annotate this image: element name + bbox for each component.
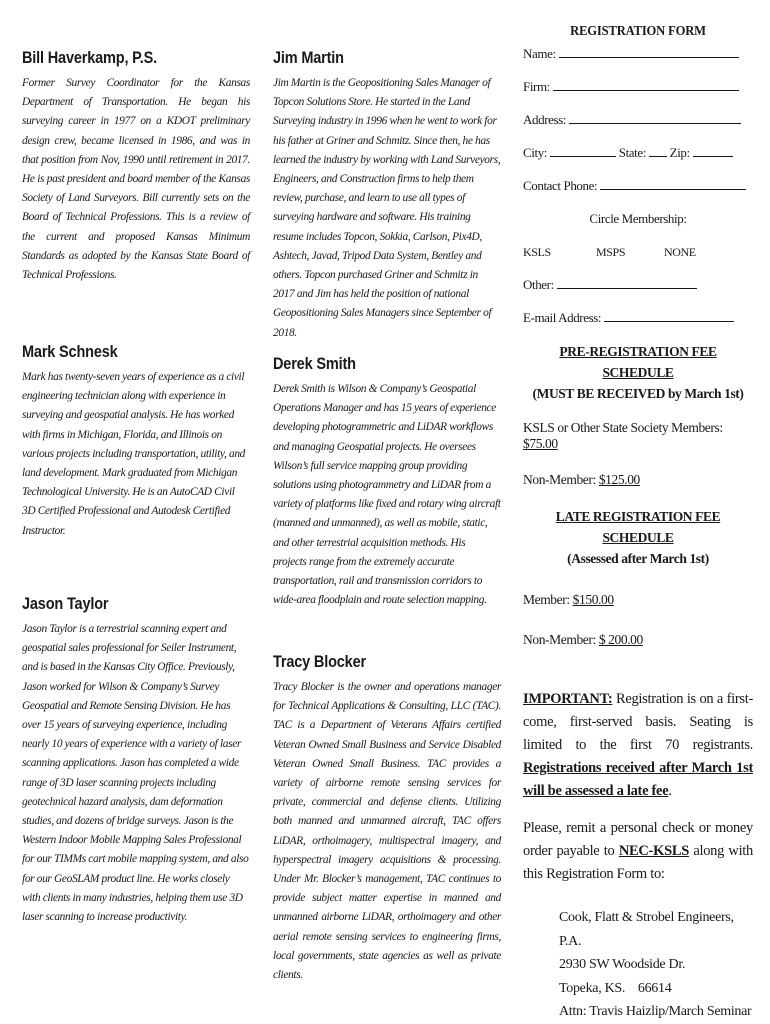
important-label: IMPORTANT: bbox=[523, 691, 613, 707]
bio-text: Former Survey Coordinator for the Kansas Department of Transportation. He began his surveying career in 1977 on a KDOT preliminary design crew, became licensed in 1986, and was in that position from Nov, 1990 until retirement in 2017. He is past president and board member of the Kansas Society of Land Surveyors. Bill currently sets on the Board of Technical Professions. This is a review of the current and proposed Kansas Minimum Standards as adopted by the Kansas State Board of Technical Professions. bbox=[22, 77, 250, 282]
other-field[interactable]: Other: bbox=[523, 275, 753, 308]
late-nonmember-fee: $ 200.00 bbox=[598, 632, 643, 647]
city-blank[interactable] bbox=[550, 143, 616, 157]
name-field[interactable]: Name: bbox=[523, 44, 753, 77]
zip-blank[interactable] bbox=[693, 143, 733, 157]
late-title: LATE REGISTRATION FEE SCHEDULE bbox=[555, 509, 721, 545]
bio-text: Jim Martin is the Geopositioning Sales Manager of Topcon Solutions Store. He started in the Land Surveying industry in 1996 when he went to work for his father at Griner and Schmitz. Since then, he has learned the industry by working with Land Surveyors, Engineers, and Construction firms to help them review, purchase, and learn to use all types of surveying hardware and software. His training resume includes Topcon, Sokkia, Carlson, Pix4D, Ashtech, Javad, Tripod Data System, Bentley and others. Topcon purchased Griner and Schmitz in 2017 and Jim has held the position of national Geopositioning Sales Managers since September of 2018. bbox=[273, 77, 501, 339]
form-title: REGISTRATION FORM bbox=[570, 24, 706, 39]
late-member-fee: $150.00 bbox=[572, 592, 614, 607]
payee: NEC-KSLS bbox=[618, 843, 689, 859]
address-blank[interactable] bbox=[569, 110, 741, 124]
registration-form bbox=[523, 24, 753, 1024]
other-blank[interactable] bbox=[557, 275, 697, 289]
late-subtitle: (Assessed after March 1st) bbox=[567, 551, 709, 566]
bio-derek bbox=[273, 355, 501, 610]
phone-blank[interactable] bbox=[600, 176, 746, 190]
bio-name: Derek Smith bbox=[273, 355, 356, 373]
prereg-subtitle: (MUST BE RECEIVED by March 1st) bbox=[532, 386, 744, 401]
bio-name: Jim Martin bbox=[273, 49, 344, 67]
prereg-member-fee: $75.00 bbox=[523, 436, 558, 451]
address-line: Attn: Travis Haizlip/March Seminar bbox=[559, 1004, 752, 1019]
remit-instructions: Please, remit a personal check or money order payable to NEC-KSLS along with this Registration Form to: bbox=[523, 820, 753, 882]
email-blank[interactable] bbox=[604, 308, 734, 322]
membership-option-none[interactable]: NONE bbox=[664, 245, 696, 259]
bio-name: Bill Haverkamp, P.S. bbox=[22, 49, 158, 67]
bio-name: Jason Taylor bbox=[22, 595, 109, 613]
address-line: Topeka, KS. 66614 bbox=[559, 980, 672, 996]
bio-bill bbox=[22, 49, 250, 285]
phone-field[interactable]: Contact Phone: bbox=[523, 176, 753, 209]
bio-text: Tracy Blocker is the owner and operations manager for Technical Applications & Consulting, LLC (TAC). TAC is a Department of Veterans Affairs certified Veteran Owned Small Business and Service Disabled Veteran Owned Small Business. TAC provides a variety of airborne remote sensing services for private, commercial and defense clients. Utilizing both manned and unmanned aircraft, TAC offers LiDAR, orthoimagery, multispectral imagery, and hyperspectral imagery acquisitions & processing. Under Mr. Blocker’s management, TAC continues to provide subject matter expertise in manned and unmanned airborne LiDAR, orthoimagery and other aerial remote sensing services to engineering firms, local governments, state agencies as well as private clients. bbox=[273, 681, 501, 982]
email-field[interactable]: E-mail Address: bbox=[523, 308, 753, 341]
prereg-title: PRE-REGISTRATION FEE SCHEDULE bbox=[559, 344, 717, 380]
bio-text: Mark has twenty-seven years of experience as a civil engineering technician along with experience in surveying and geospatial analysis. He has worked with firms in Michigan, Florida, and Illinois on various projects including transportation, utility, and land development. Mark graduated from Michigan Technological University. He is an AutoCAD Civil 3D Certified Professional and Autodesk Certified Instructor. bbox=[22, 371, 246, 537]
state-blank[interactable] bbox=[649, 143, 667, 157]
bio-text: Derek Smith is Wilson & Company’s Geospatial Operations Manager and has 15 years of experience developing photogrammetric and LiDAR workflows and managing Geospatial projects. He oversees Wilson’s full service mapping group providing solutions using photogrammetry and LiDAR from a variety of platforms like fixed and rotary wing aircraft (manned and unmanned), as well as mobile, static, and other terrestrial acquisition methods. His projects range from the extremely accurate transportation, rail and transmission corridors to wide-area floodplain and route selection mapping. bbox=[273, 383, 501, 607]
bio-name: Mark Schnesk bbox=[22, 343, 118, 361]
bio-jim bbox=[273, 49, 501, 343]
late-fee-note: Registrations received after March 1st will be assessed a late fee bbox=[523, 760, 753, 799]
name-blank[interactable] bbox=[559, 44, 739, 58]
bio-jason bbox=[22, 595, 250, 927]
mailing-address bbox=[523, 906, 753, 1024]
membership-option-ksls[interactable]: KSLS bbox=[523, 245, 551, 259]
city-state-zip-field[interactable]: City: State: Zip: bbox=[523, 143, 753, 176]
bio-mark bbox=[22, 343, 250, 541]
late-member-fee-line: Member: $150.00 bbox=[523, 592, 614, 607]
firm-blank[interactable] bbox=[553, 77, 739, 91]
bio-text: Jason Taylor is a terrestrial scanning expert and geospatial sales professional for Seiler Instrument, and is based in the Kansas City Office. Previously, Jason worked for Wilson & Company’s Survey Geospatial and Remote Sensing Division. He has over 15 years of surveying experience, including nearly 10 years of experience with a variety of laser scanning applications. Jason has completed a wide range of 3D laser scanning projects including geotechnical hazard analysis, dam deformation studies, and dozens of bridge surveys. Jason is the Western Indoor Mobile Mapping Sales Professional for our TIMMs cart mobile mapping system, and also for our GeoSLAM product line. He works closely with clients in many industries, helping them use 3D laser scanning to increase productivity. bbox=[22, 623, 249, 924]
membership-options bbox=[523, 242, 753, 275]
membership-label: Circle Membership: bbox=[589, 211, 687, 226]
address-field[interactable]: Address: bbox=[523, 110, 753, 143]
bio-name: Tracy Blocker bbox=[273, 653, 366, 671]
address-line: 2930 SW Woodside Dr. bbox=[559, 957, 686, 972]
prereg-nonmember-fee: $125.00 bbox=[598, 472, 640, 487]
address-line: Cook, Flatt & Strobel Engineers, P.A. bbox=[559, 910, 734, 949]
important-notice: IMPORTANT: Registration is on a first-come, first-served basis. Seating is limited to the first 70 registrants. Registrations received after March 1st will be assessed a late fee. bbox=[523, 691, 754, 799]
late-nonmember-fee-line: Non-Member: $ 200.00 bbox=[523, 632, 643, 647]
prereg-nonmember-fee-line: Non-Member: $125.00 bbox=[523, 472, 640, 487]
bio-tracy bbox=[273, 653, 501, 985]
membership-option-msps[interactable]: MSPS bbox=[596, 245, 626, 259]
firm-field[interactable]: Firm: bbox=[523, 77, 753, 110]
prereg-member-fee-line: KSLS or Other State Society Members: $75.00 bbox=[523, 420, 723, 451]
